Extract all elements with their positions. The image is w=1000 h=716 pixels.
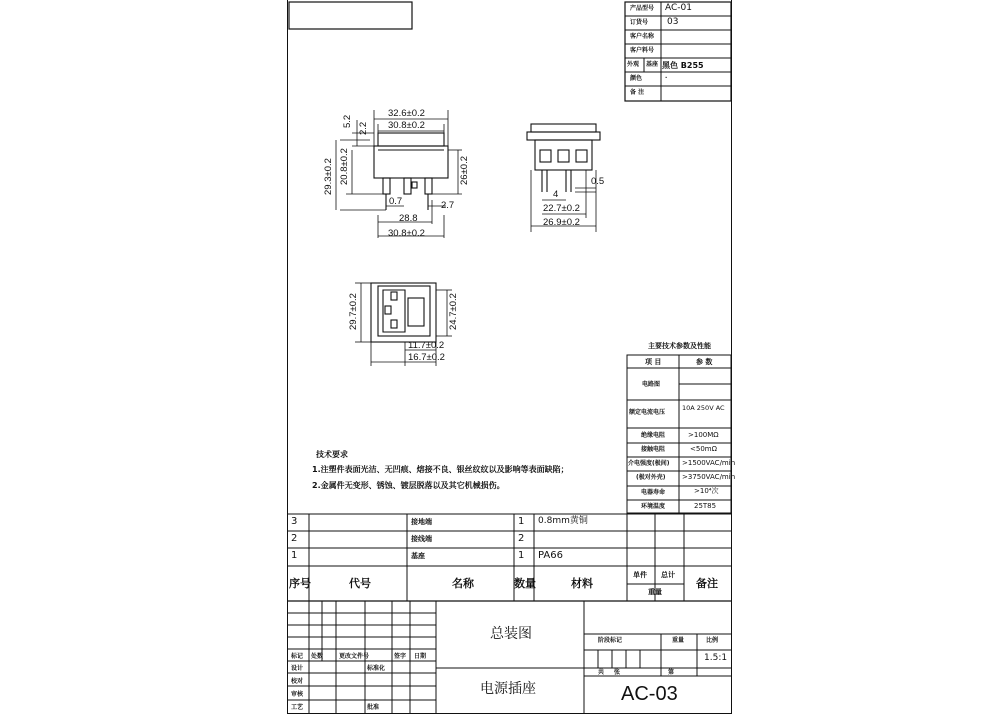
info-label-remark: 备 注: [630, 89, 645, 96]
bom-header-remark: 备注: [696, 577, 718, 590]
bom-row-1-material: PA66: [538, 550, 563, 561]
spec-item-circuit: 电路图: [642, 381, 661, 388]
info-value-model: AC-01: [665, 3, 692, 13]
scale-value: 1.5:1: [704, 653, 728, 663]
bom-header-no: 序号: [289, 577, 311, 590]
label-mark: 标记: [291, 653, 304, 660]
dim-front-width-inner: 30.8±0.2: [388, 120, 425, 131]
dim-front-5-2: 5.2: [342, 114, 353, 128]
label-di: 第: [668, 669, 675, 676]
bom-row-3-qty: 1: [518, 516, 525, 527]
info-label-order: 订货号: [630, 19, 649, 26]
spec-header-value: 参 数: [696, 358, 713, 366]
dim-bottom-11-7: 11.7±0.2: [408, 340, 445, 351]
info-label-customer-part: 客户料号: [630, 47, 655, 54]
spec-item-temperature: 环境温度: [641, 503, 666, 510]
dim-side-26-9: 26.9±0.2: [543, 217, 580, 228]
info-label-model: 产品型号: [630, 5, 655, 12]
bom-row-2-name: 接线端: [411, 535, 432, 543]
label-sign: 签字: [394, 653, 407, 660]
front-view: [374, 133, 448, 210]
label-sheet: 张: [614, 669, 621, 676]
bottom-view: [371, 283, 436, 342]
label-total: 共: [598, 669, 605, 676]
bom-header-qty: 数量: [514, 577, 536, 590]
label-proof: 校对: [291, 678, 304, 685]
label-ratio: 比例: [706, 637, 719, 644]
bom-row-1-no: 1: [291, 550, 298, 561]
spec-value-rating: 10A 250V AC: [682, 404, 725, 412]
label-standard: 标准化: [367, 665, 386, 672]
dim-side-0-5: 0.5: [591, 176, 605, 187]
product-name: 电源插座: [480, 681, 536, 697]
spec-item-life: 电器寿命: [641, 489, 666, 496]
dim-bottom-16-7: 16.7±0.2: [408, 352, 445, 363]
info-label-colour: 颜色: [630, 75, 643, 82]
spec-table-title: 主要技术参数及性能: [648, 342, 711, 350]
spec-header-item: 项 目: [645, 358, 662, 366]
label-review: 审核: [291, 691, 304, 698]
info-sublabel-base: 基座: [646, 61, 659, 68]
dim-front-2-2: 2.2: [358, 121, 369, 135]
spec-item-contact: 接触电阻: [641, 446, 666, 453]
dim-bottom-24-7: 24.7±0.2: [448, 293, 459, 330]
label-design: 设计: [291, 665, 304, 672]
spec-value-contact: <50mΩ: [690, 445, 717, 453]
info-value-colour: .: [665, 73, 668, 80]
dim-front-height-29-3: 29.3±0.2: [323, 158, 334, 195]
info-label-appearance: 外观: [627, 61, 640, 68]
label-stage-mark: 阶段标记: [598, 637, 623, 644]
spec-item-insulation: 绝缘电阻: [641, 432, 666, 439]
drawing-number: AC-03: [621, 683, 678, 705]
bom-row-1-qty: 1: [518, 550, 525, 561]
spec-value-life: >10⁴次: [694, 487, 719, 495]
bom-header-unit: 单件: [633, 571, 647, 579]
label-process: 工艺: [291, 704, 304, 711]
spec-value-temperature: 25T85: [694, 502, 717, 510]
side-view: [527, 124, 600, 192]
info-value-color: 黑色 B255: [662, 61, 704, 70]
bom-header-total: 总计: [661, 571, 675, 579]
label-tb-weight: 重量: [672, 637, 685, 644]
bom-header-weight: 重量: [648, 588, 662, 596]
bom-row-3-no: 3: [291, 516, 298, 527]
label-change-doc: 更改文件号: [339, 653, 370, 660]
label-approve: 批准: [367, 704, 380, 711]
label-date: 日期: [414, 653, 427, 660]
dim-side-22-7: 22.7±0.2: [543, 203, 580, 214]
bom-header-code: 代号: [349, 577, 371, 590]
bom-row-2-no: 2: [291, 533, 298, 544]
spec-item-rating: 额定电流电压: [629, 409, 666, 416]
dim-side-4: 4: [553, 189, 559, 200]
dim-bottom-29-7: 29.7±0.2: [348, 293, 359, 330]
spec-value-insulation: >100MΩ: [688, 431, 719, 439]
dim-front-bottom-width: 30.8±0.2: [388, 228, 425, 239]
tech-line-1: 1.注塑件表面光洁、无凹痕、熔接不良、银丝纹纹以及影响等表面缺陷；: [312, 465, 569, 474]
top-left-box: [289, 2, 412, 29]
bom-row-3-material: 0.8mm黄铜: [538, 516, 588, 526]
spec-item-housing: (极对外壳): [636, 474, 666, 481]
bom-row-1-name: 基座: [411, 552, 425, 560]
spec-value-housing: >3750VAC/min: [682, 473, 736, 481]
dim-front-width-outer: 32.6±0.2: [388, 108, 425, 119]
spec-item-dielectric: 介电强度(极间): [628, 460, 670, 467]
bom-header-material: 材料: [571, 577, 593, 590]
dim-front-height-26: 26±0.2: [459, 156, 470, 185]
bom-header-name: 名称: [452, 577, 474, 590]
dim-front-height-20-8: 20.8±0.2: [339, 148, 350, 185]
info-value-order: 03: [667, 17, 679, 27]
dim-front-2-7: 2.7: [441, 200, 455, 211]
dim-front-0-7: 0.7: [389, 196, 403, 207]
spec-value-dielectric: >1500VAC/min: [682, 459, 736, 467]
tech-title: 技术要求: [316, 450, 348, 459]
label-count: 处数: [311, 653, 324, 660]
dim-front-28-8: 28.8: [399, 213, 418, 224]
bom-row-3-name: 接地端: [411, 518, 432, 526]
tech-line-2: 2.金属件无变形、锈蚀、镀层脱落以及其它机械损伤。: [312, 481, 505, 490]
info-label-customer: 客户名称: [630, 33, 655, 40]
assembly-title: 总装图: [490, 626, 532, 642]
bom-row-2-qty: 2: [518, 533, 525, 544]
